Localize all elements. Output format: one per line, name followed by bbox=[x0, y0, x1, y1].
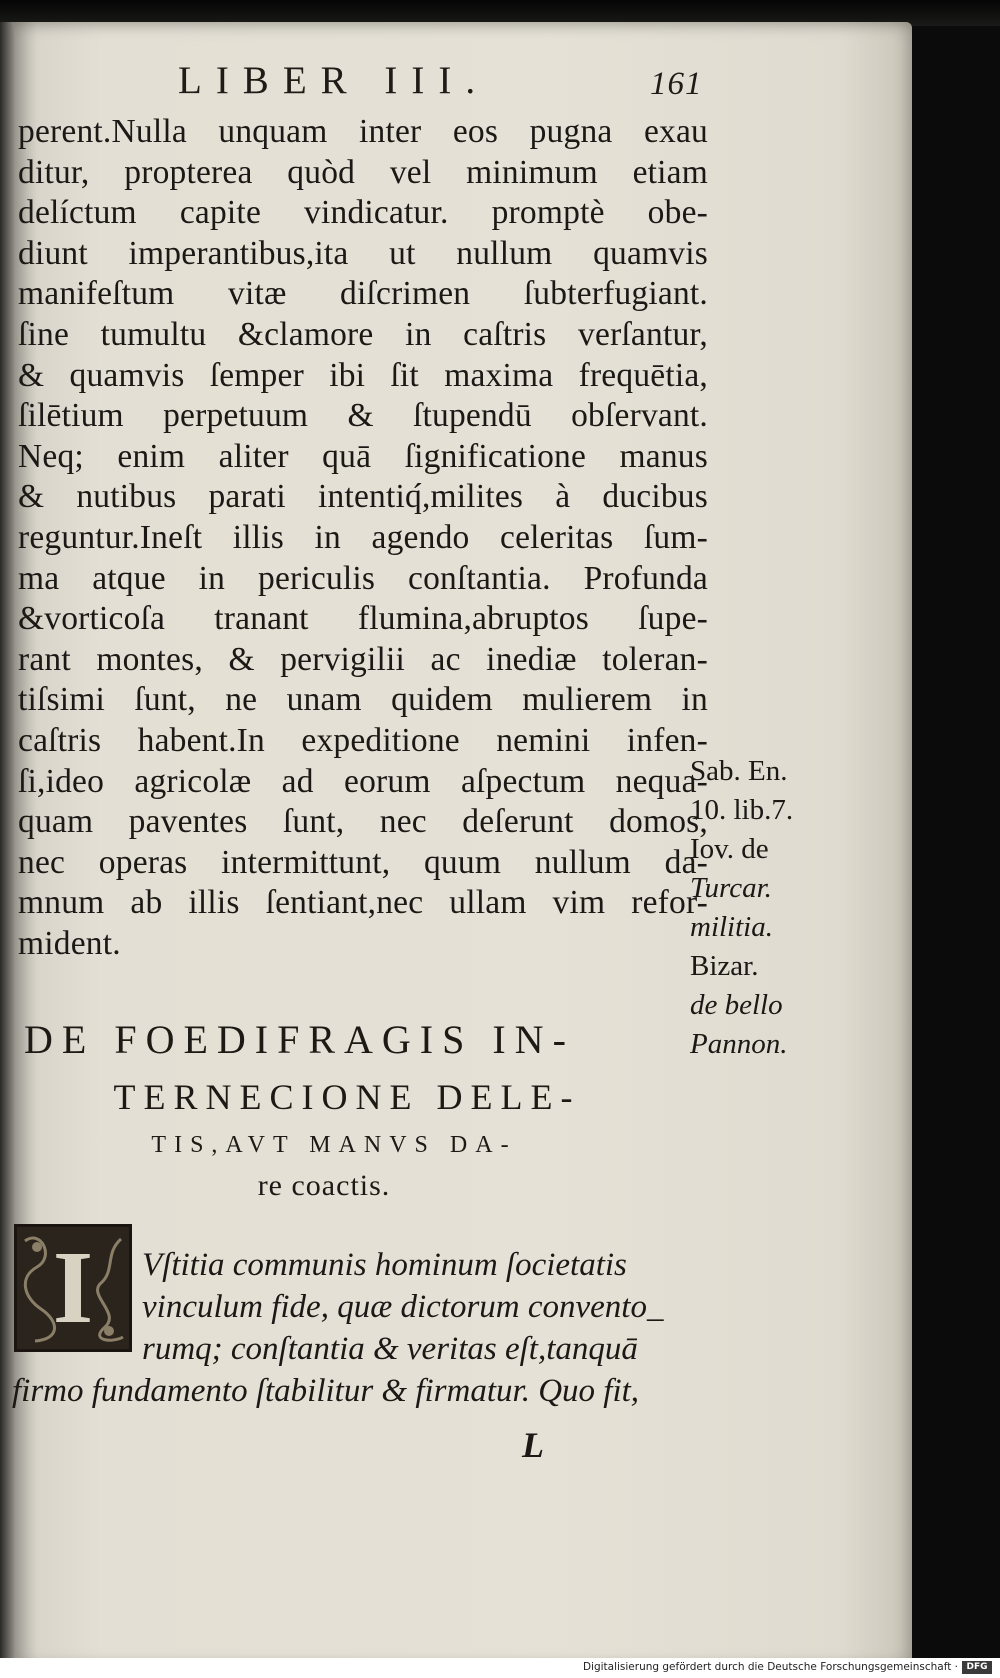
italic-line: Vſtitia communis hominum ſocietatis bbox=[142, 1247, 627, 1283]
margin-note-line: Bizar. bbox=[690, 950, 759, 982]
italic-line: vinculum fide, quæ dictorum convento_ bbox=[142, 1289, 664, 1325]
body-line: rant montes, & pervigilii ac inediæ toleran- bbox=[18, 640, 708, 678]
heading-line: re coactis. bbox=[257, 1169, 391, 1202]
body-line: tiſsimi ſunt, ne unam quidem mulierem in bbox=[18, 681, 708, 719]
body-line: mnum ab illis ſentiant,nec ullam vim refor- bbox=[18, 884, 708, 922]
body-line: ditur, propterea quòd vel minimum etiam bbox=[18, 153, 708, 191]
margin-note bbox=[690, 752, 850, 1064]
body-line: delíctum capite vindicatur. promptè obe- bbox=[18, 194, 708, 232]
footer-credit: Digitalisierung gefördert durch die Deutsche Forschungsgemeinschaft · bbox=[582, 1661, 958, 1673]
dfg-logo: DFG bbox=[962, 1661, 992, 1674]
body-line: Neq; enim aliter quā ſignificatione manus bbox=[18, 437, 708, 475]
chapter-heading bbox=[24, 1010, 684, 1206]
body-line: ſi,ideo agricolæ ad eorum aſpectum nequa- bbox=[18, 762, 708, 800]
body-text bbox=[18, 112, 708, 964]
margin-note-line: Turcar. bbox=[690, 872, 772, 904]
body-line: & nutibus parati intentiq́,milites à ducibus bbox=[18, 478, 708, 516]
body-line: &vorticoſa tranant flumina,abruptos ſupe- bbox=[18, 600, 708, 638]
page-gutter bbox=[0, 22, 14, 1668]
body-line: quam paventes ſunt, nec deſerunt domos, bbox=[18, 803, 708, 841]
margin-note-line: Pannon. bbox=[690, 1028, 788, 1060]
body-line: ſilētium perpetuum & ſtupendū obſervant. bbox=[18, 397, 708, 435]
body-line: reguntur.Ineſt illis in agendo celeritas ſum- bbox=[18, 518, 708, 556]
body-line: ma atque in periculis conſtantia. Profunda bbox=[18, 559, 708, 597]
body-line: diunt imperantibus,ita ut nullum quamvis bbox=[18, 234, 708, 272]
margin-note-line: militia. bbox=[690, 911, 773, 943]
catchword: L bbox=[522, 1425, 544, 1465]
body-line: & quamvis ſemper ibi ſit maxima frequētia, bbox=[18, 356, 708, 394]
body-line: manifeſtum vitæ diſcrimen ſubterfugiant. bbox=[18, 275, 708, 313]
body-line: nec operas intermittunt, quum nullum da- bbox=[18, 843, 708, 881]
margin-note-line: 10. lib.7. bbox=[690, 794, 794, 826]
heading-line: DE FOEDIFRAGIS IN- bbox=[24, 1017, 575, 1062]
margin-note-line: de bello bbox=[690, 989, 783, 1021]
italic-line: rumq; conſtantia & veritas eſt,tanquā bbox=[142, 1331, 638, 1367]
margin-note-line: Iov. de bbox=[690, 833, 769, 865]
italic-line: firmo fundamento ſtabilitur & firmatur. Quo fit, bbox=[12, 1373, 640, 1409]
page-number: 161 bbox=[650, 66, 703, 102]
italic-paragraph bbox=[12, 1244, 682, 1412]
heading-line: TERNECIONE DELE- bbox=[113, 1077, 581, 1117]
margin-note-line: Sab. En. bbox=[690, 755, 788, 787]
body-line: perent.Nulla unquam inter eos pugna exau bbox=[18, 113, 708, 150]
body-line: ſine tumultu &clamore in caſtris verſantur, bbox=[18, 315, 708, 353]
body-line: caſtris habent.In expeditione nemini infen- bbox=[18, 721, 708, 759]
initial-letter: I bbox=[52, 1230, 94, 1345]
running-head: LIBER III. bbox=[178, 59, 490, 102]
body-line: mident. bbox=[18, 924, 121, 962]
heading-line: TIS,AVT MANVS DA- bbox=[151, 1132, 517, 1158]
